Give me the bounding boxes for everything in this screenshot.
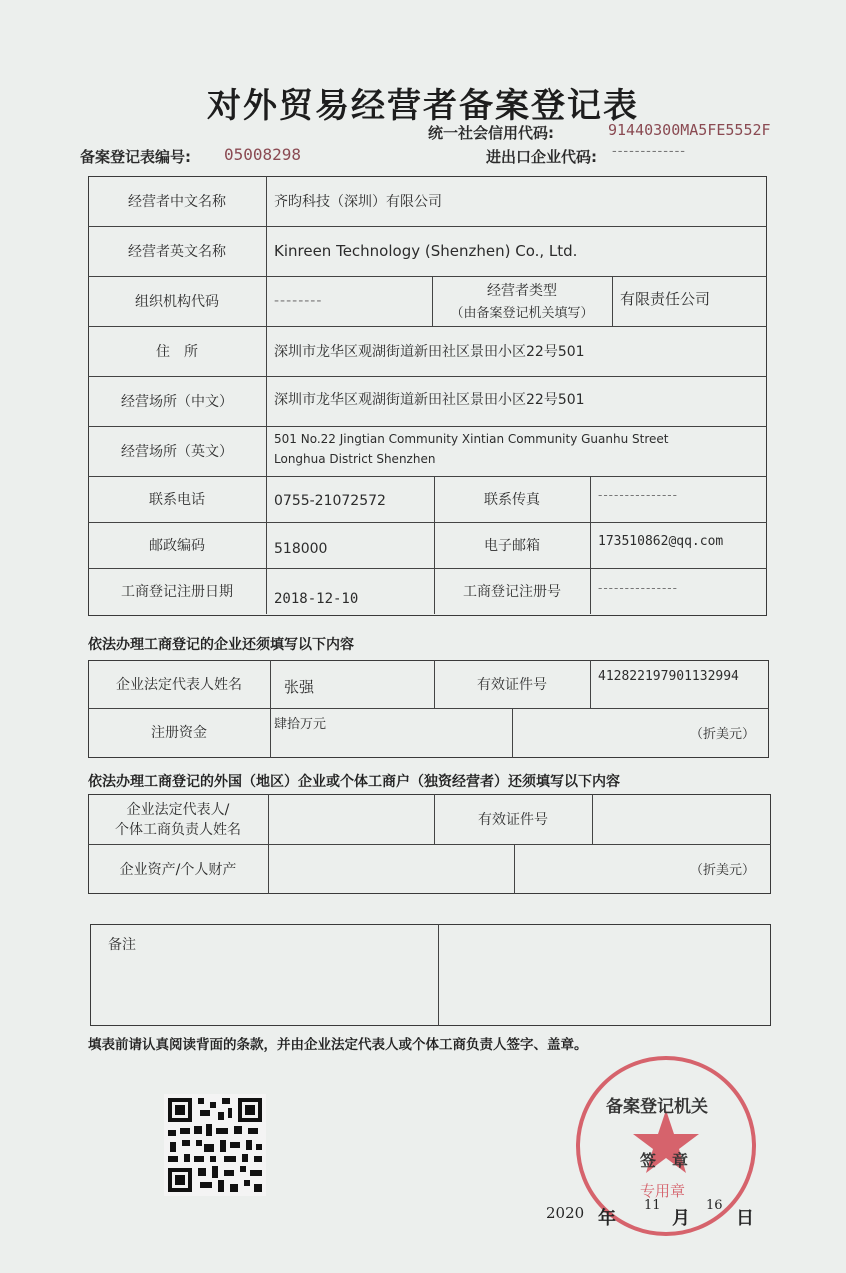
premises-en-line-1: 501 No.22 Jingtian Community Xintian Community Guanhu Street (274, 432, 669, 446)
stamp-month: 11 (644, 1198, 661, 1213)
day-unit: 日 (736, 1208, 754, 1229)
reg-date: 2018-12-10 (274, 591, 359, 607)
month-unit: 月 (672, 1208, 690, 1229)
reg-no: --------------- (598, 581, 678, 595)
postcode: 518000 (274, 541, 328, 557)
email: 173510862@qq.com (598, 533, 724, 549)
phone-label: 联系电话 (149, 492, 205, 508)
qr-code (164, 1094, 266, 1196)
fax: --------------- (598, 488, 678, 502)
reg-date-label: 工商登记注册日期 (121, 584, 233, 600)
premises-en-line-2: Longhua District Shenzhen (274, 452, 436, 466)
address-label: 住 所 (156, 344, 198, 360)
id-label: 有效证件号 (477, 677, 547, 693)
legal-rep-name: 张强 (284, 677, 315, 696)
en-name: Kinreen Technology (Shenzhen) Co., Ltd. (274, 242, 578, 260)
stamp-year: 2020 (546, 1204, 585, 1222)
section2-heading: 依法办理工商登记的企业还须填写以下内容 (88, 637, 354, 653)
operator-type: 有限责任公司 (620, 289, 711, 308)
ie-code-label: 进出口企业代码: (486, 148, 597, 166)
section3-heading: 依法办理工商登记的外国（地区）企业或个体工商户（独资经营者）还须填写以下内容 (88, 774, 620, 790)
foreign-id-label: 有效证件号 (478, 812, 548, 828)
assets-label: 企业资产/个人财产 (119, 862, 237, 878)
seal-bottom-text: 专用章 (640, 1182, 686, 1200)
form-number-label: 备案登记表编号: (80, 148, 191, 166)
phone: 0755-21072572 (274, 493, 386, 509)
cn-name-label: 经营者中文名称 (128, 194, 226, 210)
operator-type-label: 经营者类型 (487, 283, 557, 299)
ie-code: ------------- (612, 144, 686, 159)
foreign-rep-label-line-2: 个体工商负责人姓名 (115, 822, 241, 838)
premises-cn: 深圳市龙华区观湖街道新田社区景田小区22号501 (274, 392, 585, 408)
remarks-label: 备注 (108, 937, 136, 953)
seal-top-text: 备案登记机关 (606, 1097, 708, 1117)
form-number: 05008298 (224, 145, 302, 164)
org-code: -------- (274, 293, 323, 309)
operator-type-note: （由备案登记机关填写） (450, 305, 594, 321)
form-title: 对外贸易经营者备案登记表 (207, 86, 639, 126)
seal-middle-text: 签 章 (640, 1151, 689, 1170)
registered-capital: 肆拾万元 (274, 716, 327, 732)
postcode-label: 邮政编码 (149, 538, 205, 554)
premises-en-label: 经营场所（英文） (121, 444, 233, 460)
capital-usd-note: （折美元） (690, 726, 756, 742)
year-unit: 年 (598, 1208, 616, 1229)
credit-code-label: 统一社会信用代码: (428, 124, 554, 142)
address: 深圳市龙华区观湖街道新田社区景田小区22号501 (274, 344, 585, 360)
signature-notice: 填表前请认真阅读背面的条款，并由企业法定代表人或个体工商负责人签字、盖章。 (88, 1037, 588, 1053)
premises-cn-label: 经营场所（中文） (121, 394, 233, 410)
remarks-box (90, 924, 771, 1026)
email-label: 电子邮箱 (484, 538, 540, 554)
id-number: 412822197901132994 (598, 668, 739, 684)
legal-rep-label: 企业法定代表人姓名 (116, 677, 242, 693)
reg-no-label: 工商登记注册号 (463, 584, 561, 600)
assets-usd-note: （折美元） (690, 862, 756, 878)
stamp-day: 16 (706, 1198, 723, 1213)
foreign-rep-label-line-1: 企业法定代表人/ (126, 802, 230, 818)
fax-label: 联系传真 (484, 492, 540, 508)
en-name-label: 经营者英文名称 (128, 244, 226, 260)
capital-label: 注册资金 (151, 725, 207, 741)
credit-code: 91440300MA5FE5552F (608, 121, 771, 139)
cn-name: 齐昀科技（深圳）有限公司 (274, 194, 442, 210)
org-code-label: 组织机构代码 (135, 294, 219, 310)
